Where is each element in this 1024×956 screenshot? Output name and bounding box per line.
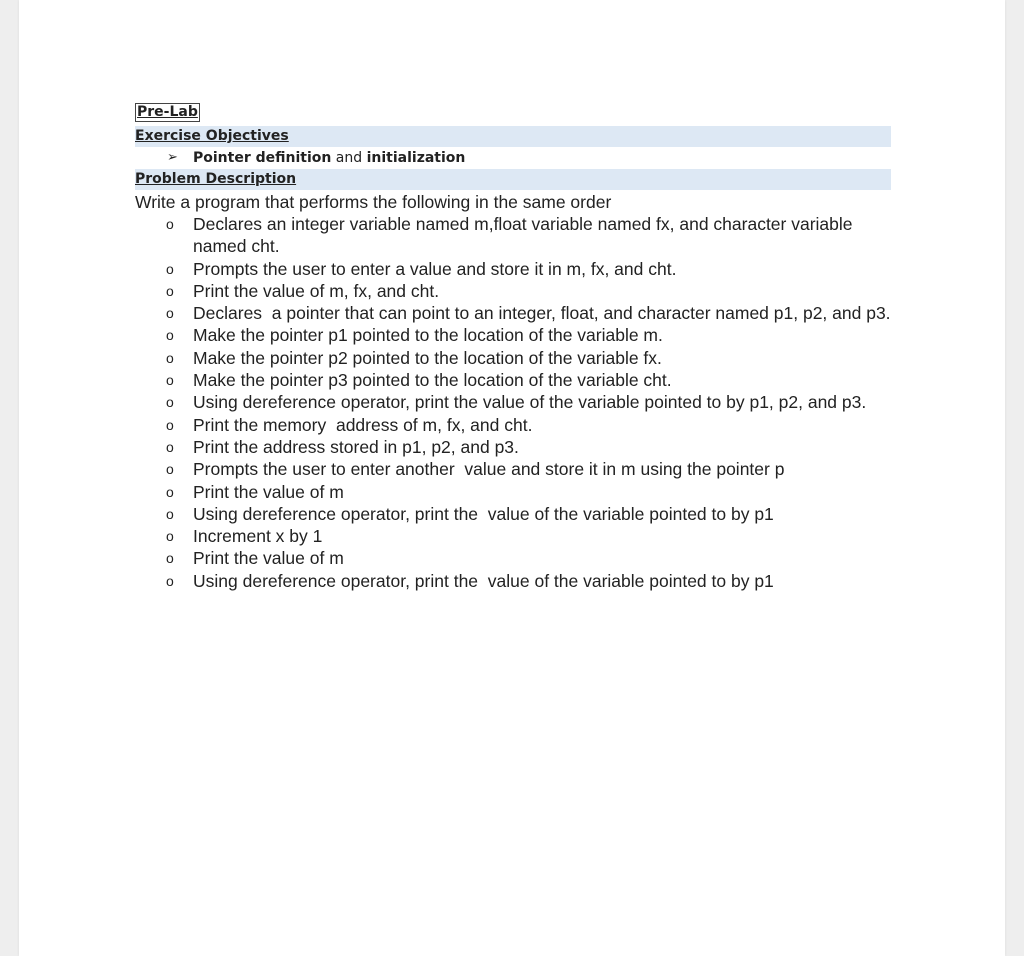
- step-item: [135, 414, 893, 436]
- problem-description-heading: Problem Description: [135, 169, 891, 190]
- circle-bullet-icon: o: [166, 528, 174, 545]
- step-item: [135, 280, 893, 302]
- step-item: [135, 213, 893, 258]
- step-text: Make the pointer p1 pointed to the location of the variable m.: [193, 325, 663, 346]
- circle-bullet-icon: o: [166, 550, 174, 567]
- step-text: Using dereference operator, print the value of the variable pointed to by p1: [193, 570, 774, 591]
- circle-bullet-icon: o: [166, 572, 174, 589]
- step-text: Print the memory address of m, fx, and cht.: [193, 414, 533, 435]
- step-text: Make the pointer p2 pointed to the location of the variable fx.: [193, 347, 662, 368]
- step-item: [135, 436, 893, 458]
- circle-bullet-icon: o: [166, 438, 174, 455]
- circle-bullet-icon: o: [166, 305, 174, 322]
- step-item: [135, 481, 893, 503]
- step-item: [135, 302, 893, 324]
- step-item: [135, 258, 893, 280]
- step-text: Declares a pointer that can point to an integer, float, and character named p1, p2, and p3.: [193, 303, 891, 324]
- circle-bullet-icon: o: [166, 461, 174, 478]
- step-text: Using dereference operator, print the value of the variable pointed to by p1: [193, 503, 774, 524]
- pre-lab-heading: Pre-Lab: [137, 104, 198, 120]
- steps-list: [135, 213, 895, 592]
- arrow-bullet-icon: ➢: [167, 150, 178, 165]
- step-item: [135, 570, 893, 592]
- step-item: [135, 324, 893, 346]
- step-item: [135, 391, 893, 413]
- circle-bullet-icon: o: [166, 394, 174, 411]
- step-text: Print the value of m: [193, 548, 344, 569]
- circle-bullet-icon: o: [166, 282, 174, 299]
- step-text: Declares an integer variable named m,float variable named fx, and character variable named cht.: [193, 214, 858, 257]
- objective-text-3: initialization: [366, 150, 466, 166]
- step-item: [135, 503, 893, 525]
- circle-bullet-icon: o: [166, 505, 174, 522]
- step-text: Prompts the user to enter another value and store it in m using the pointer p: [193, 459, 785, 480]
- step-item: [135, 525, 893, 547]
- step-text: Print the value of m: [193, 481, 344, 502]
- step-text: Increment x by 1: [193, 526, 323, 547]
- step-item: [135, 547, 893, 569]
- step-text: Using dereference operator, print the value of the variable pointed to by p1, p2, and p3.: [193, 392, 867, 413]
- step-text: Prompts the user to enter a value and store it in m, fx, and cht.: [193, 258, 677, 279]
- circle-bullet-icon: o: [166, 483, 174, 500]
- document-page: [19, 0, 1005, 956]
- objective-item: [135, 147, 895, 169]
- exercise-objectives-heading: Exercise Objectives: [135, 126, 891, 147]
- step-text: Print the value of m, fx, and cht.: [193, 280, 440, 301]
- problem-intro: Write a program that performs the following in the same order: [135, 192, 612, 212]
- circle-bullet-icon: o: [166, 216, 174, 232]
- step-item: [135, 458, 893, 480]
- step-item: [135, 369, 893, 391]
- document-content: [135, 103, 895, 592]
- circle-bullet-icon: o: [166, 327, 174, 344]
- circle-bullet-icon: o: [166, 260, 174, 277]
- step-item: [135, 347, 893, 369]
- objective-text-2: and: [331, 150, 367, 166]
- step-text: Make the pointer p3 pointed to the location of the variable cht.: [193, 370, 672, 391]
- objective-text-1: Pointer definition: [193, 150, 332, 166]
- step-text: Print the address stored in p1, p2, and p3.: [193, 436, 519, 457]
- circle-bullet-icon: o: [166, 372, 174, 389]
- circle-bullet-icon: o: [166, 349, 174, 366]
- circle-bullet-icon: o: [166, 416, 174, 433]
